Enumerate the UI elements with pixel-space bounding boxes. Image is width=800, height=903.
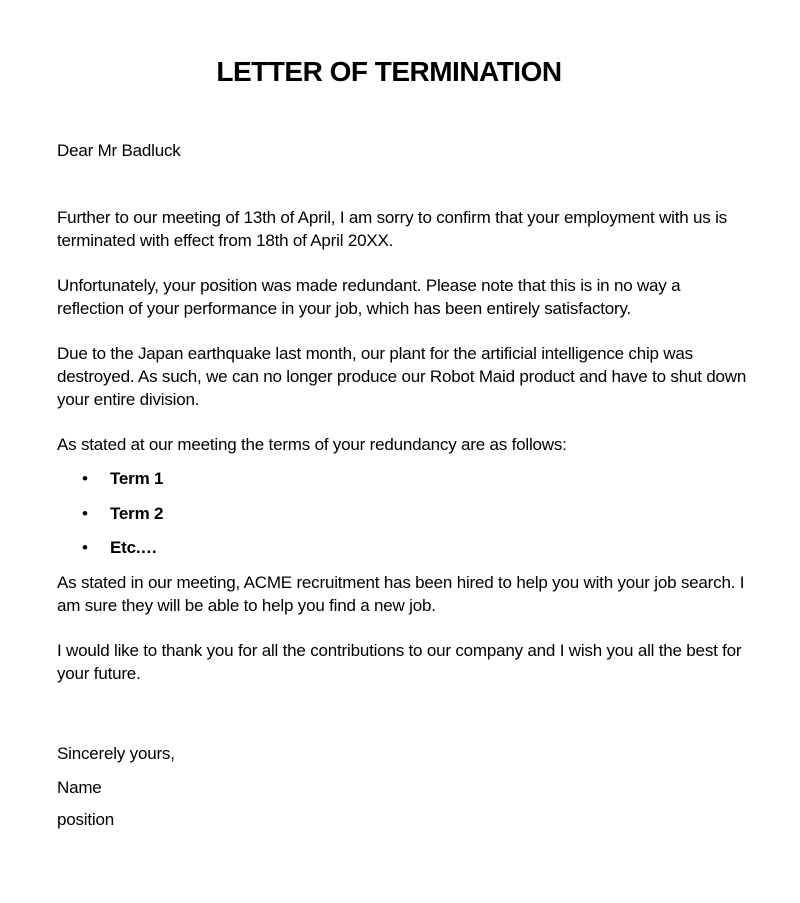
closing: Sincerely yours, <box>57 744 175 763</box>
paragraph-recruitment-help: As stated in our meeting, ACME recruitment has been hired to help you with your job search. I am sure they will be able to help you find a new job. <box>57 573 745 615</box>
bullet-icon: • <box>82 469 88 488</box>
salutation: Dear Mr Badluck <box>57 141 181 160</box>
list-item <box>80 502 163 537</box>
term-label: Etc.… <box>110 538 158 557</box>
term-label: Term 1 <box>110 469 164 488</box>
terms-list <box>80 467 163 571</box>
signer-name: Name <box>57 778 102 797</box>
letter-title: LETTER OF TERMINATION <box>216 56 562 87</box>
paragraph-terms-intro: As stated at our meeting the terms of your redundancy are as follows: <box>57 435 567 454</box>
bullet-icon: • <box>82 503 88 523</box>
list-item <box>80 467 163 502</box>
bullet-icon: • <box>82 538 88 557</box>
signer-position: position <box>57 810 114 829</box>
paragraph-redundancy-reason: Unfortunately, your position was made redundant. Please note that this is in no way a reflection of your performance in your job, which has been entirely satisfactory. <box>57 276 681 318</box>
paragraph-background: Due to the Japan earthquake last month, our plant for the artificial intelligence chip was destroyed. As such, we can no longer produce our Robot Maid product and have to shut down your entire division. <box>57 344 747 409</box>
paragraph-termination-notice: Further to our meeting of 13th of April, I am sorry to confirm that your employment with us is terminated with effect from 18th of April 20XX. <box>57 208 727 250</box>
list-item <box>80 536 163 571</box>
term-label: Term 2 <box>110 503 164 523</box>
paragraph-thanks: I would like to thank you for all the contributions to our company and I wish you all the best for your future. <box>57 641 742 683</box>
